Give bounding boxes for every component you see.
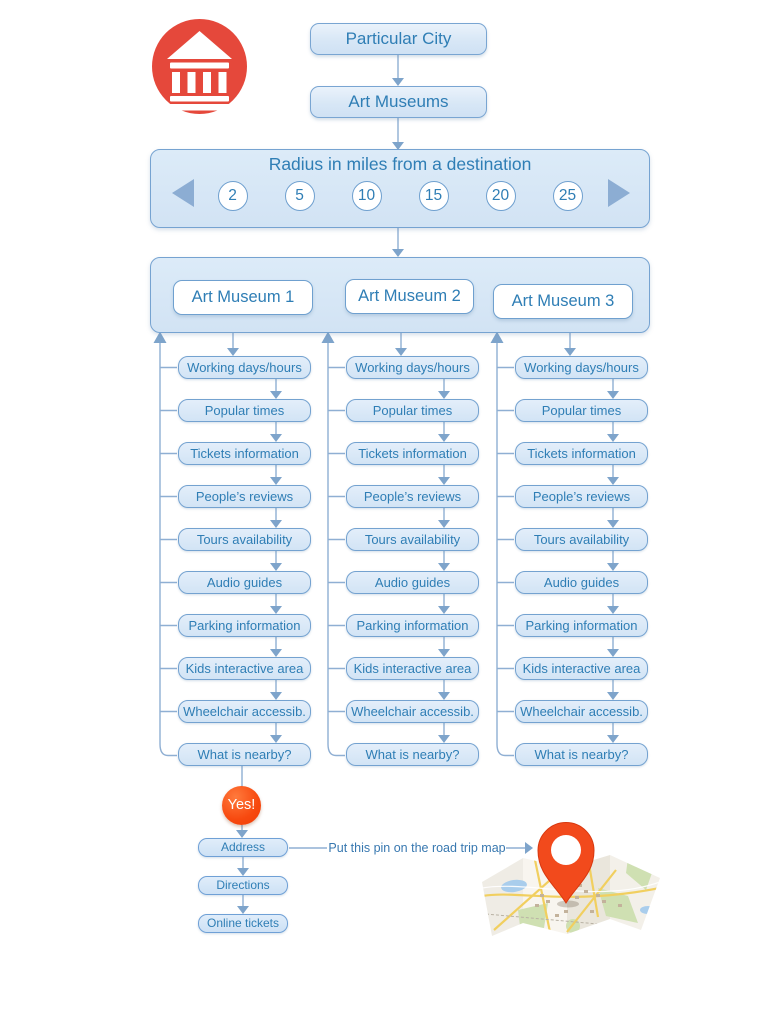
attribute-box: Tickets information: [515, 442, 648, 465]
attribute-box: Tickets information: [178, 442, 311, 465]
map-caption: Put this pin on the road trip map: [328, 841, 506, 855]
node-art-museums: Art Museums: [310, 86, 487, 118]
node-address: Address: [198, 838, 288, 857]
attribute-box: Parking information: [346, 614, 479, 637]
attribute-box: What is nearby?: [346, 743, 479, 766]
attribute-box: Audio guides: [178, 571, 311, 594]
node-directions: Directions: [198, 876, 288, 895]
next-arrow-icon[interactable]: [607, 178, 632, 208]
museum-logo-icon: [151, 18, 248, 115]
attribute-box: Kids interactive area: [515, 657, 648, 680]
attribute-box: Tours availability: [178, 528, 311, 551]
attribute-box: Popular times: [178, 399, 311, 422]
attribute-box: Tours availability: [515, 528, 648, 551]
attribute-box: What is nearby?: [515, 743, 648, 766]
attribute-box: Working days/hours: [178, 356, 311, 379]
museums-panel: [150, 257, 650, 333]
attribute-box: Kids interactive area: [346, 657, 479, 680]
node-art-museum-3: Art Museum 3: [493, 284, 633, 319]
road-trip-map-icon: [478, 818, 664, 950]
attribute-box: Popular times: [515, 399, 648, 422]
radius-panel: [150, 149, 650, 228]
attribute-box: Wheelchair accessib.: [346, 700, 479, 723]
attribute-box: People’s reviews: [346, 485, 479, 508]
radius-option-2[interactable]: 2: [218, 181, 248, 211]
node-art-museum-2: Art Museum 2: [345, 279, 474, 314]
node-particular-city: Particular City: [310, 23, 487, 55]
decision-yes-badge: Yes!: [222, 786, 261, 825]
attribute-box: What is nearby?: [178, 743, 311, 766]
attribute-box: Wheelchair accessib.: [515, 700, 648, 723]
radius-option-10[interactable]: 10: [352, 181, 382, 211]
radius-panel-title: Radius in miles from a destination: [268, 154, 532, 174]
attribute-box: People’s reviews: [178, 485, 311, 508]
attribute-box: Popular times: [346, 399, 479, 422]
attribute-box: Audio guides: [346, 571, 479, 594]
attribute-box: Audio guides: [515, 571, 648, 594]
attribute-box: Parking information: [515, 614, 648, 637]
radius-option-25[interactable]: 25: [553, 181, 583, 211]
attribute-box: Tours availability: [346, 528, 479, 551]
radius-option-5[interactable]: 5: [285, 181, 315, 211]
node-online-tickets: Online tickets: [198, 914, 288, 933]
attribute-box: Kids interactive area: [178, 657, 311, 680]
attribute-box: Working days/hours: [346, 356, 479, 379]
node-art-museum-1: Art Museum 1: [173, 280, 313, 315]
attribute-box: Tickets information: [346, 442, 479, 465]
attribute-box: Parking information: [178, 614, 311, 637]
attribute-box: People’s reviews: [515, 485, 648, 508]
radius-option-20[interactable]: 20: [486, 181, 516, 211]
attribute-box: Working days/hours: [515, 356, 648, 379]
radius-options: [151, 181, 649, 211]
attribute-box: Wheelchair accessib.: [178, 700, 311, 723]
radius-option-15[interactable]: 15: [419, 181, 449, 211]
